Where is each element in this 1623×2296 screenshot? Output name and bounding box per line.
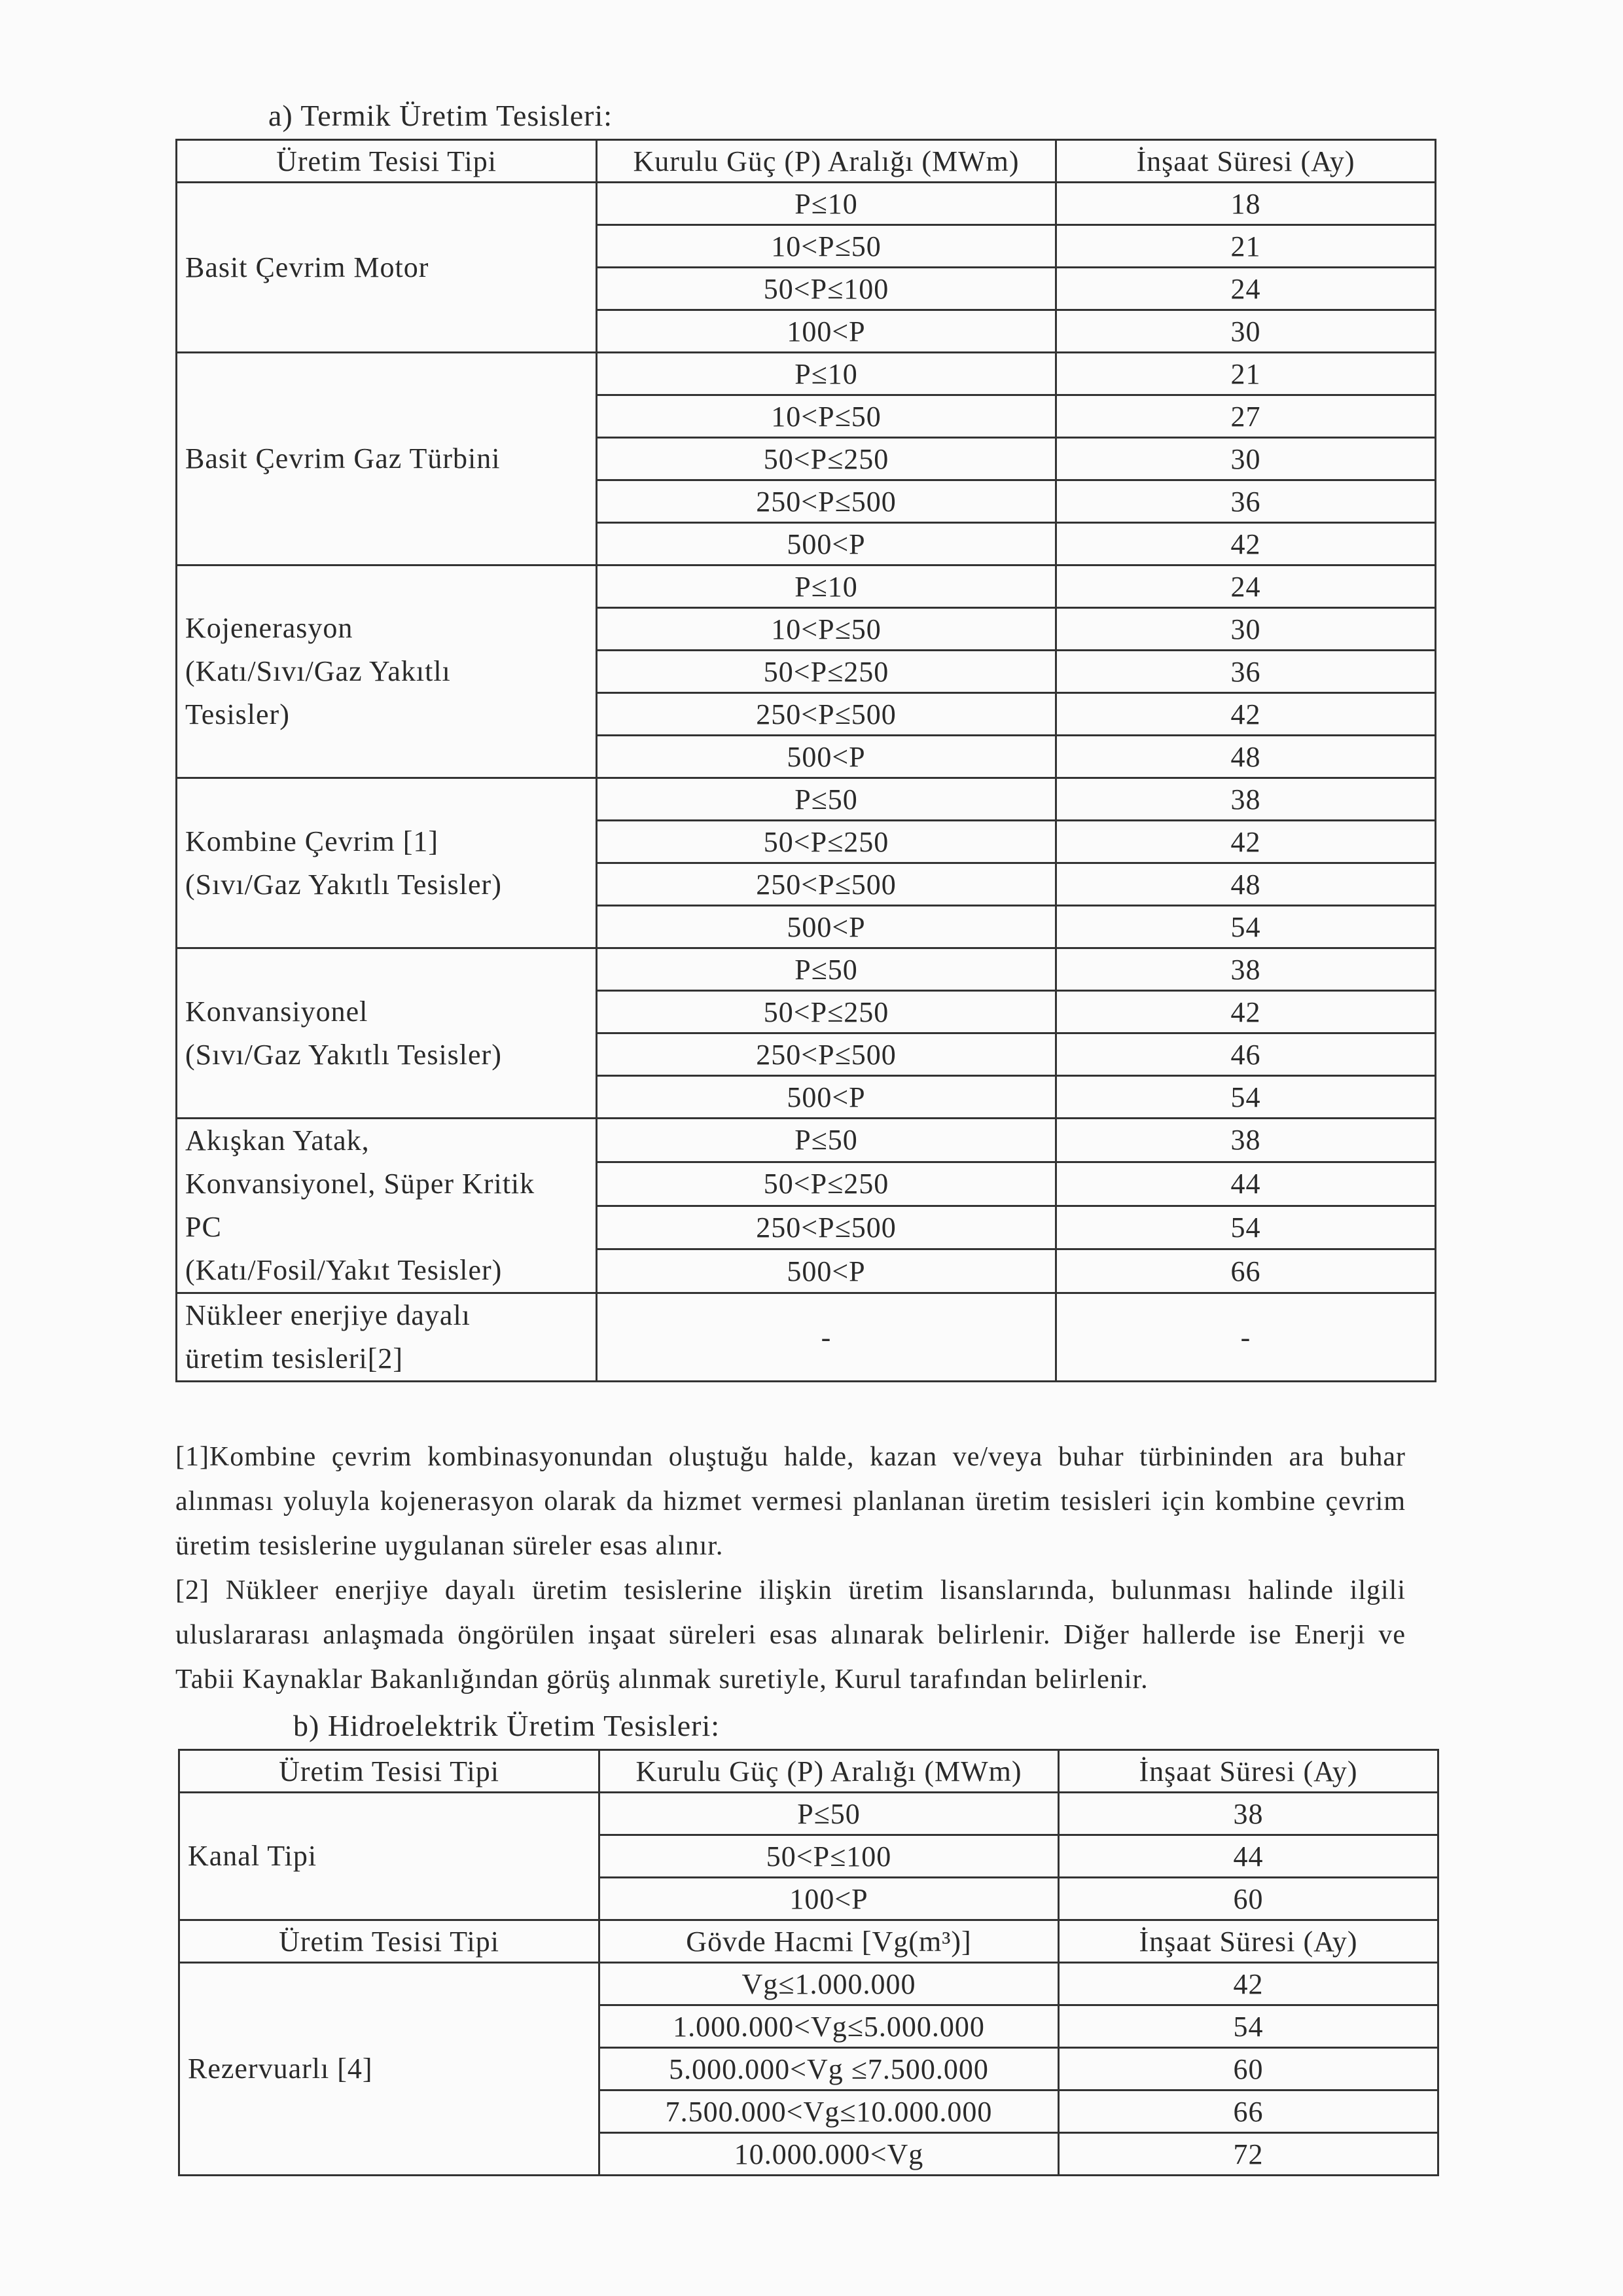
construction-months: 30 xyxy=(1056,310,1436,353)
section-b-title: b) Hidroelektrik Üretim Tesisleri: xyxy=(293,1709,721,1742)
capacity-range: 50<P≤100 xyxy=(599,1835,1059,1878)
construction-months: 54 xyxy=(1056,906,1436,948)
plant-type xyxy=(177,778,597,948)
construction-months: 42 xyxy=(1059,1963,1438,2005)
capacity-range: 7.500.000<Vg≤10.000.000 xyxy=(599,2090,1059,2133)
capacity-range: P≤10 xyxy=(597,183,1056,225)
construction-months: 36 xyxy=(1056,651,1436,693)
capacity-range: P≤50 xyxy=(599,1793,1059,1835)
capacity-range: 250<P≤500 xyxy=(597,863,1056,906)
construction-months: 30 xyxy=(1056,608,1436,651)
construction-months: 48 xyxy=(1056,863,1436,906)
header-row xyxy=(179,1920,1438,1963)
table-row xyxy=(177,1119,1436,1162)
capacity-range: 500<P xyxy=(597,736,1056,778)
capacity-range: Vg≤1.000.000 xyxy=(599,1963,1059,2005)
column-header: Kurulu Güç (P) Aralığı (MWm) xyxy=(599,1750,1059,1793)
construction-months: 38 xyxy=(1059,1793,1438,1835)
plant-type-line: üretim tesisleri[2] xyxy=(185,1342,404,1374)
construction-months: 30 xyxy=(1056,438,1436,480)
plant-type: Rezervuarlı [4] xyxy=(179,1963,599,2176)
construction-months: 54 xyxy=(1056,1206,1436,1249)
construction-months: 60 xyxy=(1059,1878,1438,1920)
capacity-range: P≤50 xyxy=(597,948,1056,991)
construction-months: 42 xyxy=(1056,991,1436,1033)
construction-months: 60 xyxy=(1059,2048,1438,2090)
column-header: Üretim Tesisi Tipi xyxy=(177,140,597,183)
plant-type-line: Kojenerasyon xyxy=(185,612,353,644)
header-row xyxy=(177,140,1436,183)
plant-type: Basit Çevrim Gaz Türbini xyxy=(177,353,597,565)
capacity-range: 50<P≤250 xyxy=(597,438,1056,480)
construction-months: 54 xyxy=(1056,1076,1436,1119)
capacity-range: 500<P xyxy=(597,1249,1056,1293)
thermal-plants-table xyxy=(175,139,1436,1382)
column-header: İnşaat Süresi (Ay) xyxy=(1056,140,1436,183)
capacity-range: 250<P≤500 xyxy=(597,1206,1056,1249)
plant-type xyxy=(177,1293,597,1382)
capacity-range: 250<P≤500 xyxy=(597,693,1056,736)
footnote-2: [2] Nükleer enerjiye dayalı üretim tesislerine ilişkin üretim lisanslarında, bulunması halinde ilgili uluslararası anlaşmada öngörülen inşaat süreleri esas alınarak belirlenir. Diğer hallerde ise Enerji ve Tabii Kaynaklar Bakanlığından görüş alınmak suretiyle, Kurul tarafından belirlenir. xyxy=(175,1575,1406,1695)
construction-months: 24 xyxy=(1056,565,1436,608)
column-header: Gövde Hacmi [Vg(m³)] xyxy=(599,1920,1059,1963)
capacity-range: 50<P≤100 xyxy=(597,268,1056,310)
table-row xyxy=(179,1963,1438,2005)
plant-type-line: Tesisler) xyxy=(185,698,290,730)
capacity-range: 500<P xyxy=(597,1076,1056,1119)
header-row xyxy=(179,1750,1438,1793)
capacity-range: 250<P≤500 xyxy=(597,1033,1056,1076)
capacity-range: P≤10 xyxy=(597,353,1056,395)
construction-months: 27 xyxy=(1056,395,1436,438)
table-row xyxy=(177,1293,1436,1382)
plant-type-line: Akışkan Yatak, xyxy=(185,1124,370,1157)
plant-type-line: (Katı/Sıvı/Gaz Yakıtlı xyxy=(185,655,451,687)
section-a-title: a) Termik Üretim Tesisleri: xyxy=(268,99,613,132)
capacity-range: P≤50 xyxy=(597,1119,1056,1162)
construction-months: 21 xyxy=(1056,353,1436,395)
table-row xyxy=(177,565,1436,608)
plant-type: Basit Çevrim Motor xyxy=(177,183,597,353)
footnotes xyxy=(175,1435,1406,1702)
plant-type xyxy=(177,1119,597,1293)
construction-months: 38 xyxy=(1056,948,1436,991)
capacity-range: 500<P xyxy=(597,523,1056,565)
capacity-range: 500<P xyxy=(597,906,1056,948)
capacity-range: 50<P≤250 xyxy=(597,651,1056,693)
construction-months: 42 xyxy=(1056,693,1436,736)
construction-months: 24 xyxy=(1056,268,1436,310)
column-header: İnşaat Süresi (Ay) xyxy=(1059,1920,1438,1963)
hydro-plants-table xyxy=(178,1749,1439,2176)
construction-months: 66 xyxy=(1056,1249,1436,1293)
construction-months: 44 xyxy=(1056,1162,1436,1206)
plant-type xyxy=(177,565,597,778)
capacity-range: 10<P≤50 xyxy=(597,608,1056,651)
capacity-range: P≤10 xyxy=(597,565,1056,608)
capacity-range: 10<P≤50 xyxy=(597,225,1056,268)
capacity-range: 250<P≤500 xyxy=(597,480,1056,523)
capacity-range: 100<P xyxy=(599,1878,1059,1920)
column-header: İnşaat Süresi (Ay) xyxy=(1059,1750,1438,1793)
plant-type-line: PC xyxy=(185,1211,222,1243)
plant-type xyxy=(177,948,597,1119)
capacity-range: 1.000.000<Vg≤5.000.000 xyxy=(599,2005,1059,2048)
construction-months: - xyxy=(1056,1293,1436,1382)
plant-type-line: Nükleer enerjiye dayalı xyxy=(185,1299,471,1331)
plant-type-line: Konvansiyonel xyxy=(185,995,368,1028)
column-header: Kurulu Güç (P) Aralığı (MWm) xyxy=(597,140,1056,183)
table-row xyxy=(179,1793,1438,1835)
plant-type-line: (Katı/Fosil/Yakıt Tesisler) xyxy=(185,1254,503,1286)
table-row xyxy=(177,948,1436,991)
table-row xyxy=(177,183,1436,225)
plant-type: Kanal Tipi xyxy=(179,1793,599,1920)
capacity-range: 50<P≤250 xyxy=(597,821,1056,863)
plant-type-line: Kombine Çevrim [1] xyxy=(185,825,439,857)
construction-months: 48 xyxy=(1056,736,1436,778)
capacity-range: 5.000.000<Vg ≤7.500.000 xyxy=(599,2048,1059,2090)
column-header: Üretim Tesisi Tipi xyxy=(179,1750,599,1793)
capacity-range: 50<P≤250 xyxy=(597,1162,1056,1206)
construction-months: 66 xyxy=(1059,2090,1438,2133)
construction-months: 18 xyxy=(1056,183,1436,225)
capacity-range: - xyxy=(597,1293,1056,1382)
capacity-range: 100<P xyxy=(597,310,1056,353)
column-header: Üretim Tesisi Tipi xyxy=(179,1920,599,1963)
construction-months: 21 xyxy=(1056,225,1436,268)
construction-months: 42 xyxy=(1056,523,1436,565)
construction-months: 42 xyxy=(1056,821,1436,863)
construction-months: 38 xyxy=(1056,778,1436,821)
capacity-range: 50<P≤250 xyxy=(597,991,1056,1033)
construction-months: 54 xyxy=(1059,2005,1438,2048)
plant-type-line: Konvansiyonel, Süper Kritik xyxy=(185,1168,535,1200)
capacity-range: 10.000.000<Vg xyxy=(599,2133,1059,2176)
plant-type-line: (Sıvı/Gaz Yakıtlı Tesisler) xyxy=(185,1038,502,1071)
construction-months: 72 xyxy=(1059,2133,1438,2176)
construction-months: 46 xyxy=(1056,1033,1436,1076)
capacity-range: P≤50 xyxy=(597,778,1056,821)
table-row xyxy=(177,353,1436,395)
construction-months: 38 xyxy=(1056,1119,1436,1162)
construction-months: 44 xyxy=(1059,1835,1438,1878)
footnote-1: [1]Kombine çevrim kombinasyonundan oluştuğu halde, kazan ve/veya buhar türbininden ara buhar alınması yoluyla kojenerasyon olarak da hizmet vermesi planlanan üretim tesisleri için kombine çevrim üretim tesislerine uygulanan süreler esas alınır. xyxy=(175,1442,1406,1561)
capacity-range: 10<P≤50 xyxy=(597,395,1056,438)
table-row xyxy=(177,778,1436,821)
construction-months: 36 xyxy=(1056,480,1436,523)
plant-type-line: (Sıvı/Gaz Yakıtlı Tesisler) xyxy=(185,868,502,901)
